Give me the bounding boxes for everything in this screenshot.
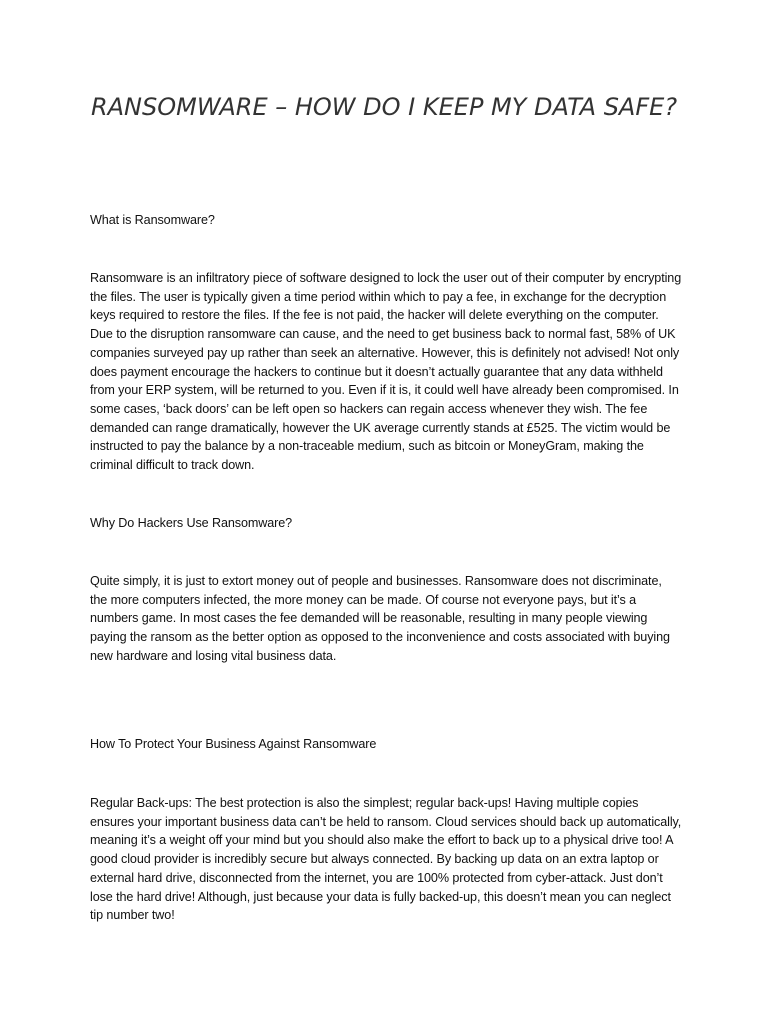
section-heading-how-to-protect: How To Protect Your Business Against Ransomware: [90, 737, 377, 751]
section-heading-why-hackers: Why Do Hackers Use Ransomware?: [90, 516, 293, 530]
section-paragraph-why-hackers: Quite simply, it is just to extort money out of people and businesses. Ransomware does not discriminate, the more computers infected, the more money can be made. Of course not everyone pays, but it’s a numbers game. In most cases the fee demanded will be reasonable, resulting in many people viewing paying the ransom as the better option as opposed to the inconvenience and costs associated with buying new hardware and losing vital business data.: [90, 574, 670, 663]
section-paragraph-how-to-protect: Regular Back-ups: The best protection is also the simplest; regular back-ups! Having multiple copies ensures your important business data can’t be held to ransom. Cloud services should back up automatically, meaning it’s a weight off your mind but you should also make the effort to back up to a physical drive too! A good cloud provider is incredibly secure but always connected. By backing up data on an extra laptop or external hard drive, disconnected from the internet, you are 100% protected from cyber-attack. Just don’t lose the hard drive! Although, just because your data is fully backed-up, this doesn’t mean you can neglect tip number two!: [90, 796, 682, 923]
section-paragraph-what-is-ransomware: Ransomware is an infiltratory piece of software designed to lock the user out of their computer by encrypting the files. The user is typically given a time period within which to pay a fee, in exchange for the decryption keys required to restore the files. If the fee is not paid, the hacker will delete everything on the computer. Due to the disruption ransomware can cause, and the need to get business back to normal fast, 58% of UK companies surveyed pay up rather than seek an alternative. However, this is definitely not advised! Not only does payment encourage the hackers to continue but it doesn’t actually guarantee that any data withheld from your ERP system, will be returned to you. Even if it is, it could well have already been compromised. In some cases, ‘back doors’ can be left open so hackers can regain access whenever they wish. The fee demanded can range dramatically, however the UK average currently stands at £525. The victim would be instructed to pay the balance by a non-traceable medium, such as bitcoin or MoneyGram, making the criminal difficult to track down.: [90, 271, 682, 473]
document-title: RANSOMWARE – HOW DO I KEEP MY DATA SAFE?: [90, 93, 678, 121]
section-heading-what-is-ransomware: What is Ransomware?: [90, 213, 215, 227]
